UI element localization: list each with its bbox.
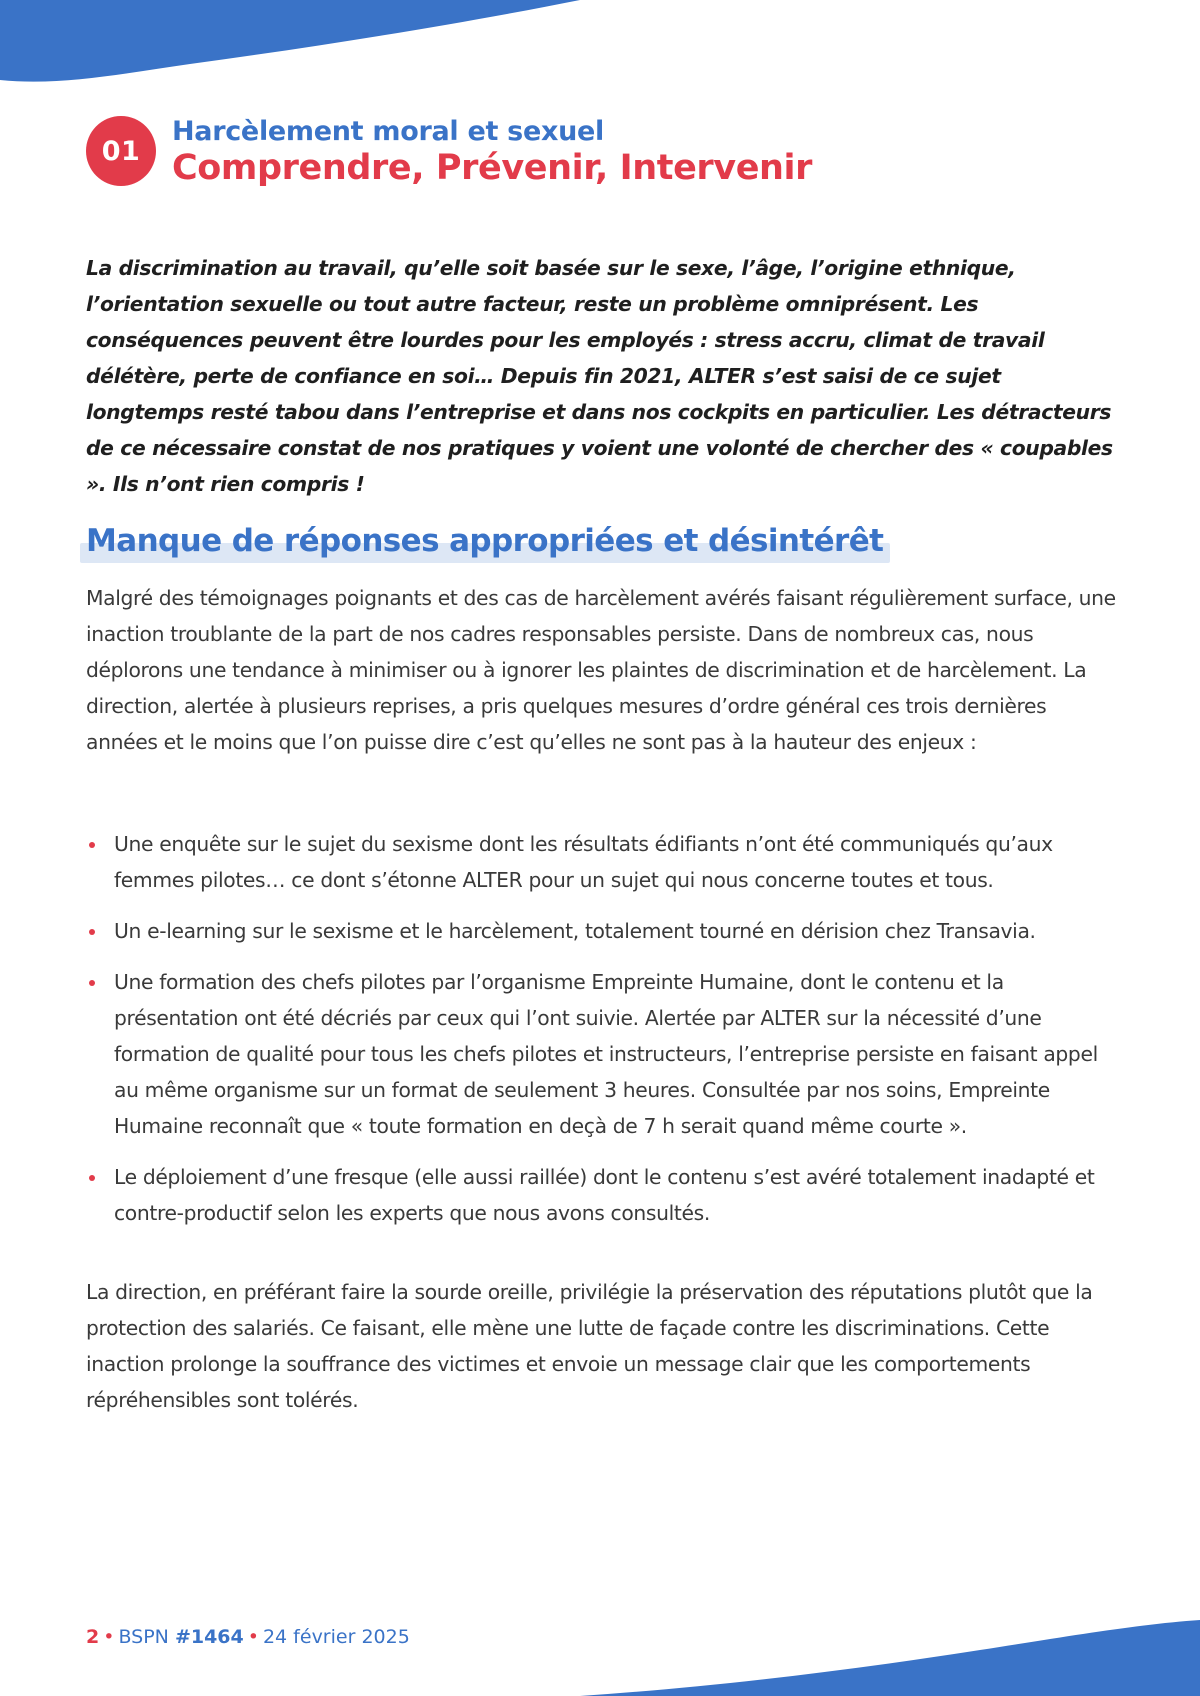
footer-separator: •: [103, 1626, 115, 1648]
section-number-badge: 01: [86, 116, 156, 186]
list-item-text: Une formation des chefs pilotes par l’organisme Empreinte Humaine, dont le contenu et la présentation ont été décriés par ceux qui l’ont suivie. Alertée par ALTER sur la nécessité d’une formation de qualité pour tous les chefs pilotes et instructeurs, l’entreprise persiste en faisant appel au même organisme sur un format de seulement 3 heures. Consultée par nos soins, Empreinte Humaine reconnaît que « toute formation en deçà de 7 h serait quand même courte ».: [114, 970, 1098, 1138]
list-item-text: Le déploiement d’une fresque (elle aussi raillée) dont le contenu s’est avéré totalement inadapté et contre-productif selon les experts que nous avons consultés.: [114, 1165, 1095, 1225]
intro-paragraph: Malgré des témoignages poignants et des cas de harcèlement avérés faisant régulièrement surface, une inaction troublante de la part de nos cadres responsables persiste. Dans de nombreux cas, nous déplorons une tendance à minimiser ou à ignorer les plaintes de discrimination et de harcèlement. La direction, alertée à plusieurs reprises, a pris quelques mesures d’ordre général ces trois dernières années et le moins que l’on puisse dire c’est qu’elles ne sont pas à la hauteur des enjeux :: [86, 586, 1116, 754]
list-item: [86, 826, 1116, 898]
section-heading: [80, 523, 890, 563]
bullet-icon: [89, 1175, 95, 1181]
top-wave-decoration: [0, 0, 600, 90]
list-item: [86, 1159, 1116, 1231]
lead-paragraph: La discrimination au travail, qu’elle soit basée sur le sexe, l’âge, l’origine ethnique, l’orientation sexuelle ou tout autre facteur, reste un problème omniprésent. Les conséquences peuvent être lourdes pour les employés : stress accru, climat de travail délétère, perte de confiance en soi… Depuis fin 2021, ALTER s’est saisi de ce sujet longtemps resté tabou dans l’entreprise et dans nos cockpits en particulier. Les détracteurs de ce nécessaire constat de nos pratiques y voient une volonté de chercher des « coupables ». Ils n’ont rien compris !: [86, 256, 1113, 496]
list-item-text: Une enquête sur le sujet du sexisme dont les résultats édifiants n’ont été communiqués qu’aux femmes pilotes… ce dont s’étonne ALTER pour un sujet qui nous concerne toutes et tous.: [114, 832, 1053, 892]
article-kicker: Harcèlement moral et sexuel: [172, 116, 604, 147]
list-item: [86, 913, 1116, 949]
article-title: Comprendre, Prévenir, Intervenir: [172, 148, 813, 188]
issue-number: #1464: [174, 1626, 244, 1648]
issue-date: 24 février 2025: [262, 1626, 410, 1648]
list-item-text: Un e-learning sur le sexisme et le harcèlement, totalement tourné en dérision chez Transavia.: [114, 919, 1036, 943]
publication-name: BSPN: [118, 1626, 169, 1648]
bullet-list: [86, 826, 1116, 1246]
conclusion-paragraph: La direction, en préférant faire la sourde oreille, privilégie la préservation des réputations plutôt que la protection des salariés. Ce faisant, elle mène une lutte de façade contre les discriminations. Cette inaction prolonge la souffrance des victimes et envoie un message clair que les comportements répréhensibles sont tolérés.: [86, 1280, 1093, 1412]
footer-separator: •: [247, 1626, 259, 1648]
page-number: 2: [86, 1626, 100, 1648]
bullet-icon: [89, 842, 95, 848]
bullet-icon: [89, 980, 95, 986]
page-footer: [86, 1626, 410, 1648]
section-heading-text: Manque de réponses appropriées et désintérêt: [86, 523, 884, 559]
bullet-icon: [89, 929, 95, 935]
bottom-wave-decoration: [580, 1606, 1200, 1696]
list-item: [86, 964, 1116, 1144]
